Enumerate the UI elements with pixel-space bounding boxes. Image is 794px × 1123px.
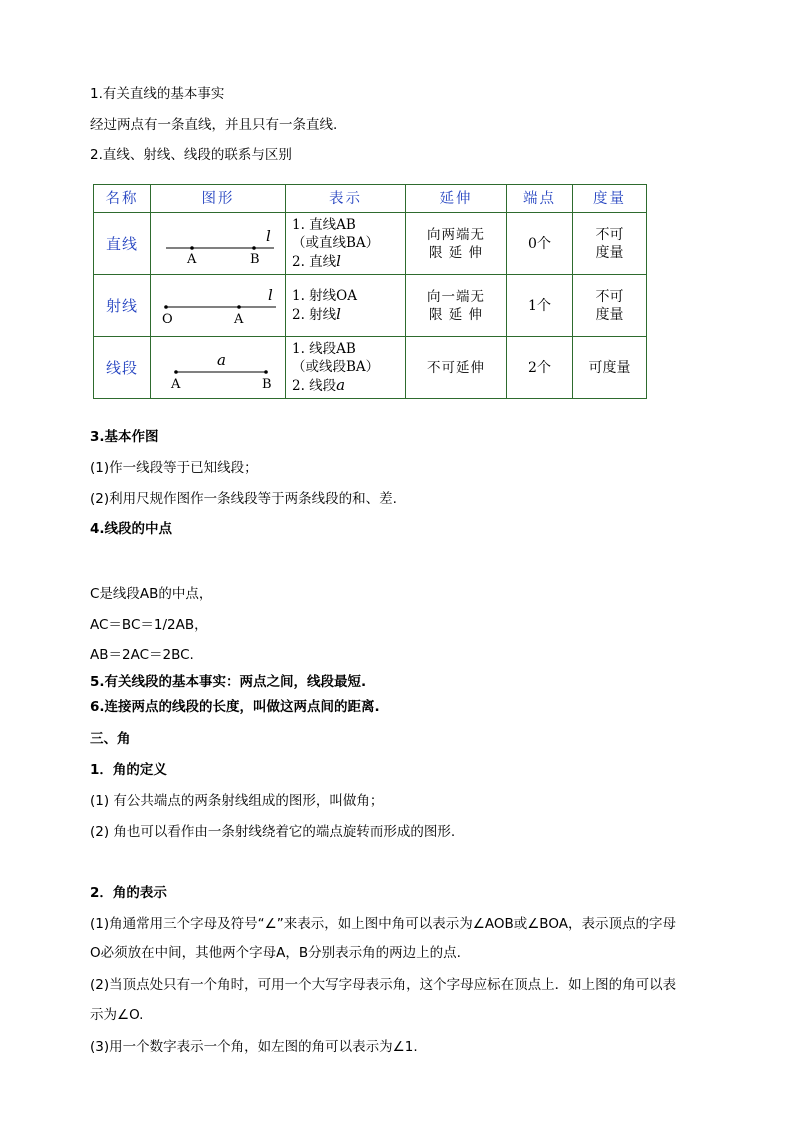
angle-definition-title: 1．角的定义 <box>90 762 167 778</box>
extension-line: 限 延 伸 <box>428 306 484 323</box>
header-cell: 名称 <box>94 185 151 213</box>
notation-cell <box>286 213 406 275</box>
angle-notation-item: (1)角通常用三个字母及符号“∠”来表示，如上图中角可以表示为∠AOB或∠BOA，表示顶点的字母 <box>90 916 676 932</box>
point-mark <box>237 305 241 309</box>
section-3-title: 3.基本作图 <box>90 429 159 445</box>
point-label: O <box>162 311 173 327</box>
point-label: A <box>234 311 244 327</box>
comparison-table <box>93 184 647 399</box>
row-name: 直线 <box>94 213 151 275</box>
measure-line: 度量 <box>595 244 624 261</box>
measure-cell: 可度量 <box>573 337 647 399</box>
notation-line <box>292 252 405 271</box>
notation-text: 2. 线段 <box>292 378 337 394</box>
section-3-item: (1)作一线段等于已知线段； <box>90 460 258 476</box>
measure-line: 不可 <box>595 288 624 305</box>
angle-definition-item: (2) 角也可以看作由一条射线绕着它的端点旋转而形成的图形. <box>90 824 456 840</box>
header-cell: 度量 <box>573 185 647 213</box>
section-5: 5.有关线段的基本事实：两点之间，线段最短. <box>90 674 367 690</box>
table-row <box>94 337 647 399</box>
extension-cell <box>406 213 507 275</box>
notation-cell <box>286 337 406 399</box>
point-mark <box>252 246 256 250</box>
extension-cell: 不可延伸 <box>406 337 507 399</box>
notation-text: 2. 直线 <box>292 254 337 270</box>
notation-var: l <box>336 252 341 270</box>
point-mark <box>190 246 194 250</box>
point-mark <box>174 370 178 374</box>
header-cell: 端点 <box>507 185 573 213</box>
section-3-item: (2)利用尺规作图作一条线段等于两条线段的和、差. <box>90 491 397 507</box>
angle-definition-item: (1) 有公共端点的两条射线组成的图形，叫做角； <box>90 793 384 809</box>
extension-line: 向两端无 <box>427 226 485 243</box>
endpoint-cell: 1个 <box>507 275 573 337</box>
notation-line: （或直线BA） <box>292 235 380 251</box>
figure-cell <box>151 275 286 337</box>
midpoint-line: AC＝BC＝1/2AB， <box>90 617 208 633</box>
angle-notation-item: 示为∠O. <box>90 1007 144 1023</box>
point-label: A <box>171 376 181 391</box>
ray-letter: l <box>268 285 273 304</box>
table-row <box>94 275 647 337</box>
line-letter: l <box>266 226 271 245</box>
segment-figure <box>154 345 282 391</box>
angle-notation-item: O必须放在中间，其他两个字母A，B分别表示角的两边上的点. <box>90 945 461 961</box>
extension-cell <box>406 275 507 337</box>
endpoint-cell: 2个 <box>507 337 573 399</box>
notation-line <box>292 376 405 395</box>
midpoint-line: AB＝2AC＝2BC. <box>90 647 194 663</box>
segment-letter: a <box>217 350 226 369</box>
notation-cell <box>286 275 406 337</box>
point-label: B <box>250 251 260 267</box>
section-1-title: 1.有关直线的基本事实 <box>90 86 225 102</box>
section-2-title: 2.直线、射线、线段的联系与区别 <box>90 147 292 163</box>
row-name: 射线 <box>94 275 151 337</box>
notation-line: 1. 线段AB <box>292 341 356 357</box>
measure-line: 度量 <box>595 306 624 323</box>
part-3-title: 三、角 <box>90 731 131 747</box>
figure-cell <box>151 337 286 399</box>
angle-notation-title: 2．角的表示 <box>90 885 167 901</box>
extension-line: 向一端无 <box>427 288 485 305</box>
notation-text: 2. 射线 <box>292 307 337 323</box>
section-1-body: 经过两点有一条直线，并且只有一条直线. <box>90 117 338 133</box>
table-row <box>94 213 647 275</box>
measure-cell <box>573 275 647 337</box>
notation-line: 1. 射线OA <box>292 288 357 304</box>
measure-line: 不可 <box>595 226 624 243</box>
header-cell: 表示 <box>286 185 406 213</box>
header-cell: 图形 <box>151 185 286 213</box>
notation-var: a <box>336 376 346 394</box>
notation-line <box>292 305 405 324</box>
notation-line: 1. 直线AB <box>292 217 356 233</box>
point-mark <box>264 370 268 374</box>
measure-cell <box>573 213 647 275</box>
point-mark <box>164 305 168 309</box>
header-cell: 延伸 <box>406 185 507 213</box>
section-6: 6.连接两点的线段的长度，叫做这两点间的距离. <box>90 699 380 715</box>
extension-line: 限 延 伸 <box>428 244 484 261</box>
endpoint-cell: 0个 <box>507 213 573 275</box>
ray-figure <box>154 283 282 329</box>
angle-notation-item: (3)用一个数字表示一个角，如左图的角可以表示为∠1. <box>90 1039 418 1055</box>
notation-line: （或线段BA） <box>292 359 380 375</box>
notation-var: l <box>336 305 341 323</box>
row-name: 线段 <box>94 337 151 399</box>
section-4-title: 4.线段的中点 <box>90 521 173 537</box>
line-figure <box>154 221 282 267</box>
midpoint-line: C是线段AB的中点， <box>90 586 213 602</box>
point-label: A <box>187 251 197 267</box>
table-header-row <box>94 185 647 213</box>
point-label: B <box>262 376 272 391</box>
figure-cell <box>151 213 286 275</box>
angle-notation-item: (2)当顶点处只有一个角时，可用一个大写字母表示角，这个字母应标在顶点上．如上图的角可以表 <box>90 977 677 993</box>
